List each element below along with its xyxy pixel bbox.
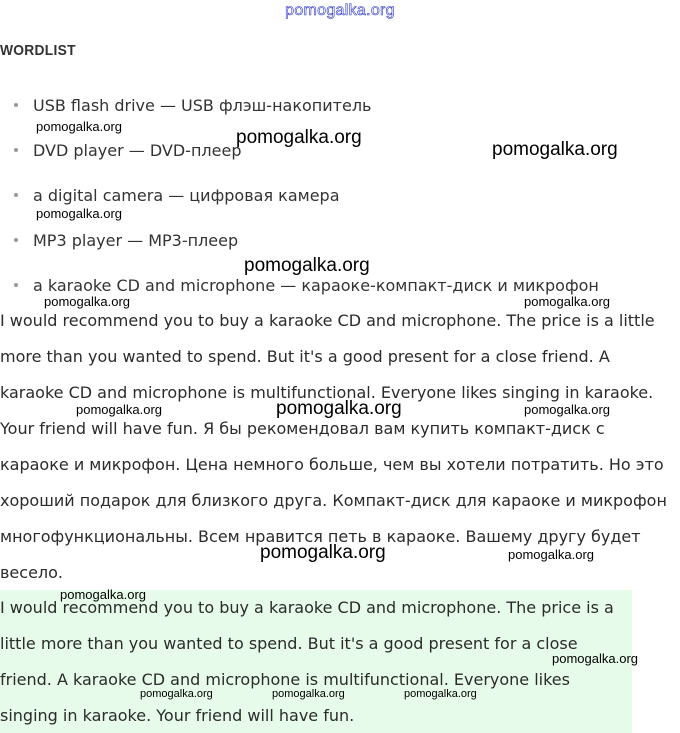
list-item: a digital camera — цифровая камера (14, 186, 340, 205)
bullet-icon (14, 283, 18, 287)
paragraph-line: Your friend will have fun. Я бы рекомендовал вам купить компакт-диск с (0, 419, 605, 438)
section-heading: WORDLIST (0, 42, 76, 59)
answer-line: I would recommend you to buy a karaoke CD and microphone. The price is a (0, 598, 614, 617)
watermark: pomogalka.org (404, 688, 477, 700)
list-item: USB flash drive — USB флэш-накопитель (14, 96, 371, 115)
paragraph-line: караоке и микрофон. Цена немного больше, чем вы хотели потратить. Но это (0, 455, 664, 474)
bullet-icon (14, 193, 18, 197)
paragraph-line: more than you wanted to spend. But it's a good present for a close friend. A (0, 347, 610, 366)
paragraph-line: karaoke CD and microphone is multifunctional. Everyone likes singing in karaoke. (0, 383, 654, 402)
watermark: pomogalka.org (260, 542, 386, 563)
answer-line: singing in karaoke. Your friend will have fun. (0, 706, 355, 725)
watermark: pomogalka.org (236, 127, 362, 148)
watermark: pomogalka.org (552, 651, 638, 666)
watermark: pomogalka.org (272, 688, 345, 700)
paragraph-line: весело. (0, 563, 64, 582)
list-item: a karaoke CD and microphone — караоке-компакт-диск и микрофон (14, 276, 599, 295)
watermark: pomogalka.org (36, 119, 122, 134)
watermark: pomogalka.org (524, 294, 610, 309)
bullet-icon (14, 103, 18, 107)
watermark: pomogalka.org (44, 294, 130, 309)
bullet-icon (14, 238, 18, 242)
paragraph-line: I would recommend you to buy a karaoke CD and microphone. The price is a little (0, 311, 655, 330)
bullet-icon (14, 148, 18, 152)
watermark: pomogalka.org (492, 139, 618, 160)
paragraph-line: многофункциональны. Всем нравится петь в караоке. Вашему другу будет (0, 527, 641, 546)
watermark: pomogalka.org (140, 688, 213, 700)
watermark: pomogalka.org (60, 587, 146, 602)
watermark: pomogalka.org (36, 206, 122, 221)
watermark: pomogalka.org (524, 402, 610, 417)
list-item: DVD player — DVD-плеер (14, 141, 241, 160)
watermark: pomogalka.org (76, 402, 162, 417)
answer-line: little more than you wanted to spend. But it's a good present for a close (0, 634, 578, 653)
watermark: pomogalka.org (276, 398, 402, 419)
paragraph-line: хороший подарок для близкого друга. Компакт-диск для караоке и микрофон (0, 491, 667, 510)
list-item: MP3 player — MP3-плеер (14, 231, 238, 250)
watermark: pomogalka.org (244, 255, 370, 276)
watermark: pomogalka.org (508, 547, 594, 562)
site-watermark-header: pomogalka.org (285, 2, 395, 19)
answer-line: friend. A karaoke CD and microphone is multifunctional. Everyone likes (0, 670, 570, 689)
